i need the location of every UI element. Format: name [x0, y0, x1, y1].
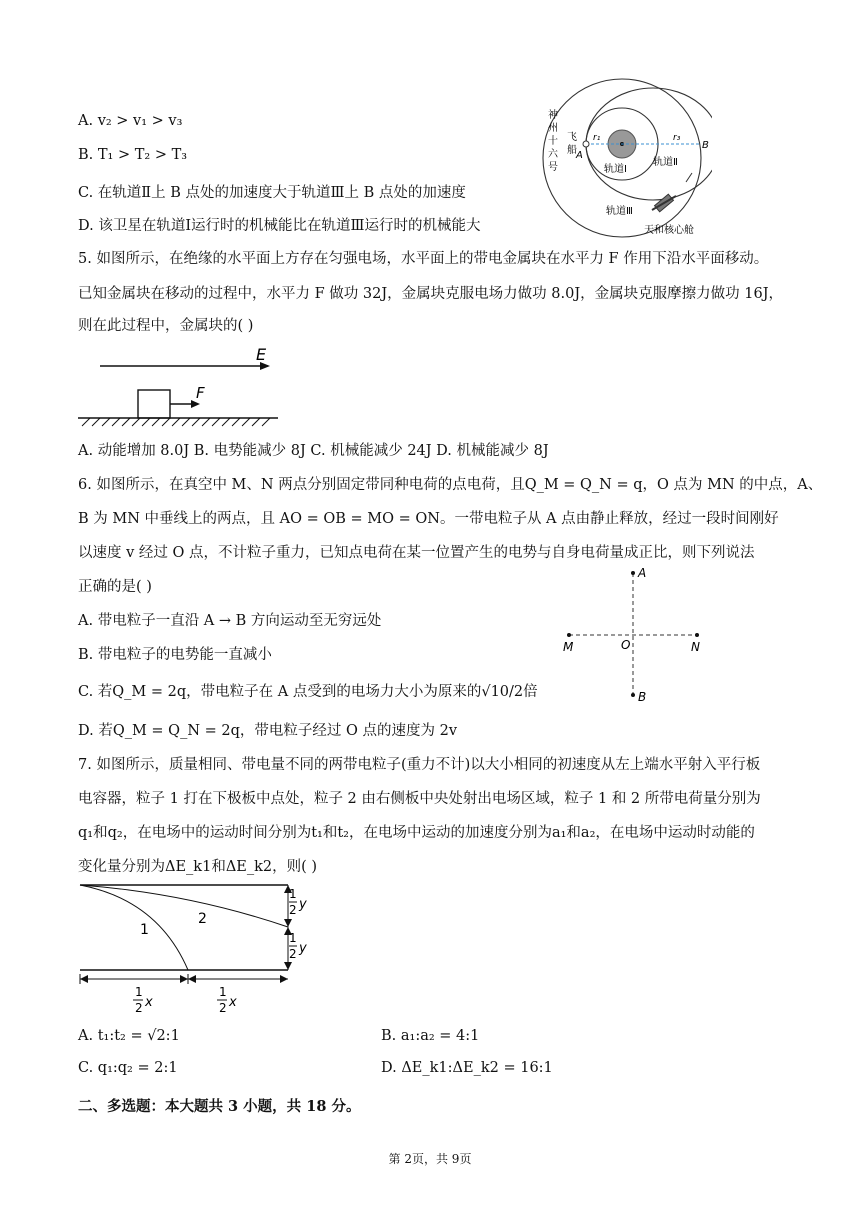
section-heading: 二、多选题：本大题共 3 小题，共 18 分。: [78, 1098, 361, 1115]
svg-text:A: A: [638, 566, 647, 580]
svg-text:1: 1: [289, 887, 297, 901]
svg-text:r₃: r₃: [673, 133, 681, 143]
charges-figure: [555, 565, 715, 710]
svg-text:船: 船: [567, 145, 577, 156]
space-station-icon: [652, 194, 676, 212]
svg-text:天和核心舱: 天和核心舱: [644, 225, 694, 236]
q4-option-b: B. T₁ > T₂ > T₃: [78, 147, 188, 163]
svg-text:M: M: [563, 640, 574, 654]
svg-text:2: 2: [289, 947, 297, 961]
q6-option-b: B. 带电粒子的电势能一直减小: [78, 647, 272, 663]
svg-text:x: x: [145, 995, 153, 1010]
ship-point: [583, 141, 589, 147]
q4-option-c: C. 在轨道Ⅱ上 B 点处的加速度大于轨道Ⅲ上 B 点处的加速度: [78, 185, 466, 201]
svg-text:O: O: [621, 638, 631, 652]
q5-stem-line-1: 5. 如图所示，在绝缘的水平面上方存在匀强电场，水平面上的带电金属块在水平力 F 作用下沿水平面移动。: [78, 251, 769, 267]
svg-text:轨道Ⅰ: 轨道Ⅰ: [604, 164, 627, 175]
q6-stem-line-2: B 为 MN 中垂线上的两点，且 AO = OB = MO = ON。一带电粒子从 A 点由静止释放，经过一段时间刚好: [78, 511, 779, 527]
svg-text:N: N: [691, 640, 700, 654]
label-left-0: 神: [548, 110, 558, 121]
label-a: A: [576, 150, 583, 161]
svg-text:r₁: r₁: [593, 133, 601, 143]
svg-text:2: 2: [135, 1001, 143, 1015]
svg-text:号: 号: [548, 162, 558, 173]
q7-option-b: B. a₁:a₂ = 4:1: [381, 1028, 480, 1044]
q6-stem-line-4: 正确的是( ): [78, 579, 152, 595]
svg-text:1: 1: [135, 985, 143, 999]
svg-text:1: 1: [289, 931, 297, 945]
q7-option-d: D. ΔE_k1:ΔE_k2 = 16:1: [381, 1060, 553, 1076]
svg-text:十: 十: [548, 136, 558, 147]
svg-text:2: 2: [289, 903, 297, 917]
svg-text:B: B: [638, 690, 647, 704]
q5-options: A. 动能增加 8.0J B. 电势能减少 8J C. 机械能减少 24J D. 机械能减少 8J: [78, 443, 549, 459]
q7-option-c: C. q₁:q₂ = 2:1: [78, 1060, 178, 1076]
svg-text:y: y: [299, 897, 307, 912]
q4-option-a: A. v₂ > v₁ > v₃: [78, 113, 183, 129]
label-f: F: [196, 384, 205, 402]
svg-text:飞: 飞: [567, 132, 577, 143]
point-b: [631, 693, 635, 697]
label-b: B: [702, 140, 709, 151]
trajectory-2: [80, 885, 288, 927]
svg-text:2: 2: [198, 911, 207, 927]
field-block-figure: [78, 340, 278, 430]
q5-stem-line-3: 则在此过程中，金属块的( ): [78, 318, 254, 334]
q6-stem-line-1: 6. 如图所示，在真空中 M、N 两点分别固定带同种电荷的点电荷，且Q_M = Q_N = q，O 点为 MN 的中点，A、: [78, 477, 823, 493]
capacitor-figure: [78, 878, 318, 1018]
q6-option-c: C. 若Q_M = 2q，带电粒子在 A 点受到的电场力大小为原来的√10/2倍: [78, 684, 538, 700]
point-n: [695, 633, 699, 637]
svg-text:轨道Ⅲ: 轨道Ⅲ: [606, 206, 633, 217]
svg-text:轨道Ⅱ: 轨道Ⅱ: [653, 157, 678, 168]
point-a: [631, 571, 635, 575]
page-footer: 第 2页，共 9页: [388, 1152, 472, 1166]
q7-stem-line-1: 7. 如图所示，质量相同、带电量不同的两带电粒子(重力不计)以大小相同的初速度从左上端水平射入平行板: [78, 757, 761, 773]
q7-stem-line-2: 电容器，粒子 1 打在下极板中点处，粒子 2 由右侧板中央处射出电场区域，粒子 1 和 2 所带电荷量分别为: [78, 791, 761, 807]
svg-text:1: 1: [140, 922, 149, 938]
q5-stem-line-2: 已知金属块在移动的过程中，水平力 F 做功 32J，金属块克服电场力做功 8.0J，金属块克服摩擦力做功 16J，: [78, 286, 784, 302]
q6-option-a: A. 带电粒子一直沿 A → B 方向运动至无穷远处: [78, 613, 382, 629]
svg-text:州: 州: [548, 123, 558, 134]
metal-block: [138, 390, 170, 418]
svg-text:1: 1: [219, 985, 227, 999]
trajectory-1: [80, 885, 188, 970]
q7-stem-line-4: 变化量分别为ΔE_k1和ΔE_k2，则( ): [78, 859, 318, 875]
svg-text:y: y: [299, 941, 307, 956]
label-e: E: [256, 345, 267, 364]
q6-stem-line-3: 以速度 v 经过 O 点，不计粒子重力，已知点电荷在某一位置产生的电势与自身电荷量成正比，则下列说法: [78, 545, 755, 561]
svg-text:六: 六: [548, 149, 558, 160]
svg-text:2: 2: [219, 1001, 227, 1015]
q7-stem-line-3: q₁和q₂，在电场中的运动时间分别为t₁和t₂，在电场中运动的加速度分别为a₁和a₂，在电场中运动时动能的: [78, 825, 755, 841]
q6-option-d: D. 若Q_M = Q_N = 2q，带电粒子经过 O 点的速度为 2v: [78, 723, 458, 739]
q4-option-d: D. 该卫星在轨道Ⅰ运行时的机械能比在轨道Ⅲ运行时的机械能大: [78, 218, 481, 234]
svg-text:x: x: [229, 995, 237, 1010]
point-m: [567, 633, 571, 637]
q7-option-a: A. t₁:t₂ = √2:1: [78, 1028, 180, 1044]
orbit-figure: [536, 72, 712, 244]
